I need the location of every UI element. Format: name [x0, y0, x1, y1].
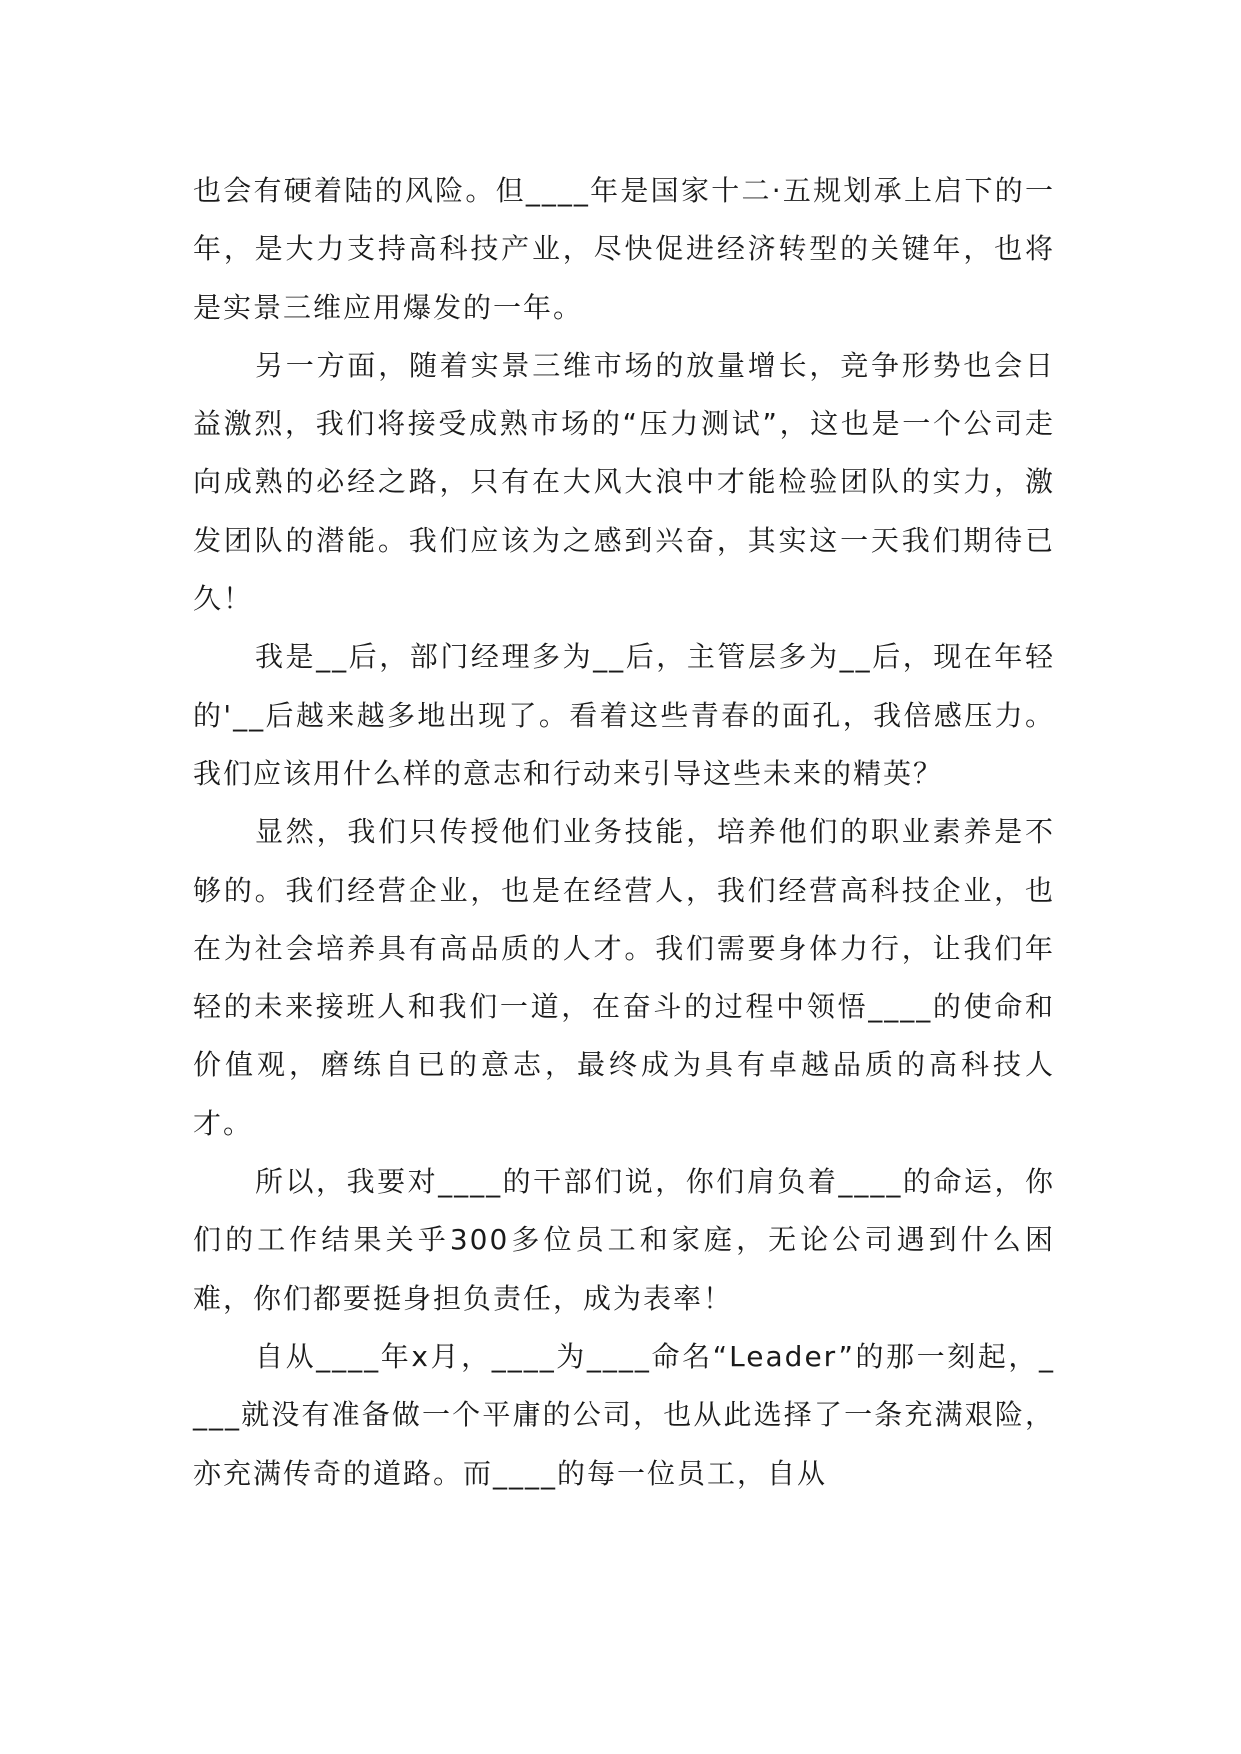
paragraph-5: 所以，我要对____的干部们说，你们肩负着____的命运，你们的工作结果关乎300多位员工和家庭，无论公司遇到什么困难，你们都要挺身担负责任，成为表率！ [193, 1165, 1055, 1315]
document-body [193, 162, 1055, 1503]
paragraph-4: 显然，我们只传授他们业务技能，培养他们的职业素养是不够的。我们经营企业，也是在经营人，我们经营高科技企业，也在为社会培养具有高品质的人才。我们需要身体力行，让我们年轻的未来接班人和我们一道，在奋斗的过程中领悟____的使命和价值观，磨练自已的意志，最终成为具有卓越品质的高科技人才。 [193, 815, 1055, 1140]
paragraph-3: 我是__后，部门经理多为__后，主管层多为__后，现在年轻的'__后越来越多地出现了。看着这些青春的面孔，我倍感压力。我们应该用什么样的意志和行动来引导这些未来的精英？ [193, 640, 1055, 790]
paragraph-6: 自从____年x月，____为____命名“Leader”的那一刻起，____就没有准备做一个平庸的公司，也从此选择了一条充满艰险，亦充满传奇的道路。而____的每一位员工，自从 [193, 1339, 1055, 1490]
paragraph-1: 也会有硬着陆的风险。但____年是国家十二·五规划承上启下的一年，是大力支持高科技产业，尽快促进经济转型的关键年，也将是实景三维应用爆发的一年。 [193, 174, 1055, 324]
paragraph-2: 另一方面，随着实景三维市场的放量增长，竞争形势也会日益激烈，我们将接受成熟市场的“压力测试”，这也是一个公司走向成熟的必经之路，只有在大风大浪中才能检验团队的实力，激发团队的潜能。我们应该为之感到兴奋，其实这一天我们期待已久！ [193, 348, 1055, 616]
